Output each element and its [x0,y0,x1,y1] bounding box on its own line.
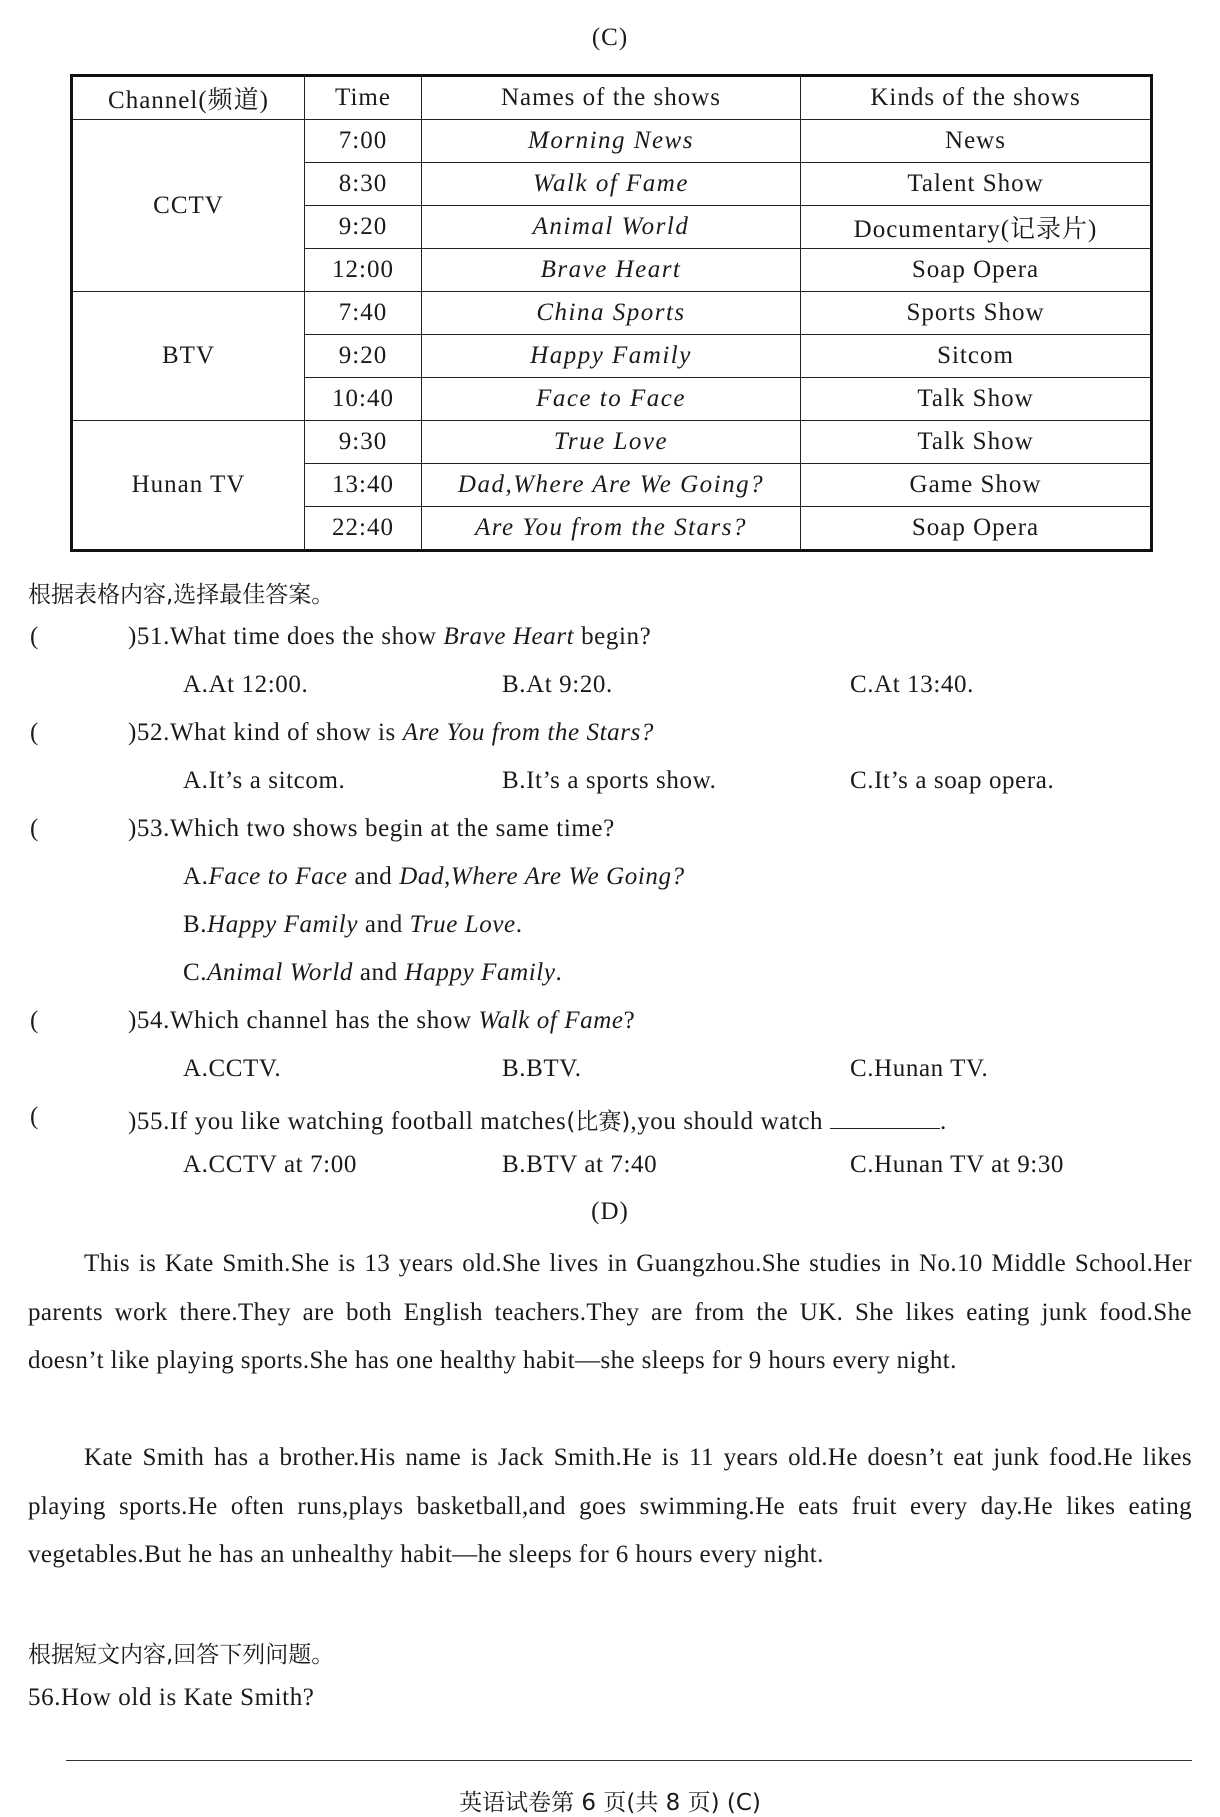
channel-cell: BTV [72,292,305,421]
option-c[interactable]: C.At 13:40. [850,671,974,698]
time-cell: 13:40 [305,464,422,507]
show-name-cell: Animal World [422,206,801,249]
show-name-cell: Morning News [422,120,801,163]
question-stem: )51.What time does the show Brave Heart begin? [128,623,652,650]
time-cell: 9:20 [305,335,422,378]
question-stem: )52.What kind of show is Are You from the Stars? [128,719,655,746]
table-row [72,120,1152,163]
option-b[interactable]: B.BTV. [502,1055,582,1082]
show-name-cell: Happy Family [422,335,801,378]
channel-cell: Hunan TV [72,421,305,551]
show-name-cell: Are You from the Stars? [422,507,801,551]
page-footer: 英语试卷第 6 页(共 8 页) (C) [459,1790,761,1816]
time-cell: 10:40 [305,378,422,421]
passage-paragraph-1: This is Kate Smith.She is 13 years old.She lives in Guangzhou.She studies in No.10 Middle School.Her parents work there.They are both English teachers.They are from the UK. She likes eating junk food.She doesn’t like playing sports.She has one healthy habit—she sleeps for 9 hours every night. [28,1250,1192,1374]
answer-bracket[interactable]: ( [30,1007,39,1034]
instruction-c: 根据表格内容,选择最佳答案。 [28,582,335,608]
footer-divider [66,1760,1192,1761]
section-d-title: (D) [591,1198,629,1225]
header-channel: Channel(频道) [72,76,305,120]
show-name-cell: True Love [422,421,801,464]
header-show-kind: Kinds of the shows [801,76,1152,120]
option-b[interactable]: B.Happy Family and True Love. [183,911,523,938]
question-54-options [0,1055,1220,1087]
time-cell: 9:20 [305,206,422,249]
question-52 [0,719,1220,751]
option-b[interactable]: B.It’s a sports show. [502,767,717,794]
table-row [72,292,1152,335]
show-kind-cell: Soap Opera [801,249,1152,292]
tv-schedule-table [70,74,1153,552]
show-kind-cell: Sports Show [801,292,1152,335]
time-cell: 8:30 [305,163,422,206]
option-a[interactable]: A.CCTV at 7:00 [183,1151,357,1178]
time-cell: 9:30 [305,421,422,464]
option-c[interactable]: C.Hunan TV at 9:30 [850,1151,1065,1178]
question-stem: )54.Which channel has the show Walk of Fame? [128,1007,636,1034]
show-kind-cell: Sitcom [801,335,1152,378]
show-kind-cell: Talk Show [801,378,1152,421]
answer-bracket[interactable]: ( [30,815,39,842]
option-c[interactable]: C.Hunan TV. [850,1055,989,1082]
option-a[interactable]: A.It’s a sitcom. [183,767,346,794]
section-c-title: (C) [591,24,629,51]
answer-blank[interactable] [830,1106,940,1129]
show-name-cell: China Sports [422,292,801,335]
time-cell: 7:40 [305,292,422,335]
answer-bracket[interactable]: ( [30,623,39,650]
passage-paragraph-2: Kate Smith has a brother.His name is Jack Smith.He is 11 years old.He doesn’t eat junk food.He likes playing sports.He often runs,plays basketball,and goes swimming.He eats fruit every day.He likes eating vegetables.But he has an unhealthy habit—he sleeps for 6 hours every night. [28,1444,1192,1568]
show-kind-cell: Game Show [801,464,1152,507]
show-kind-cell: Talent Show [801,163,1152,206]
question-52-options [0,767,1220,799]
show-name-cell: Face to Face [422,378,801,421]
show-kind-cell: News [801,120,1152,163]
show-name-cell: Dad,Where Are We Going? [422,464,801,507]
channel-cell: CCTV [72,120,305,292]
show-kind-cell: Talk Show [801,421,1152,464]
option-a[interactable]: A.At 12:00. [183,671,309,698]
header-time: Time [305,76,422,120]
question-stem: )55.If you like watching football matches(比赛),you should watch . [128,1108,947,1135]
show-kind-cell: Documentary(记录片) [801,206,1152,249]
option-b[interactable]: B.BTV at 7:40 [502,1151,658,1178]
table-header-row [72,76,1152,120]
answer-bracket[interactable]: ( [30,1103,39,1130]
option-b[interactable]: B.At 9:20. [502,671,613,698]
time-cell: 7:00 [305,120,422,163]
answer-bracket[interactable]: ( [30,719,39,746]
time-cell: 22:40 [305,507,422,551]
question-51-options [0,671,1220,703]
question-stem: )53.Which two shows begin at the same time? [128,815,615,842]
question-56: 56.How old is Kate Smith? [28,1684,315,1711]
option-c[interactable]: C.It’s a soap opera. [850,767,1055,794]
option-a[interactable]: A.CCTV. [183,1055,282,1082]
question-55 [0,1103,1220,1135]
question-54 [0,1007,1220,1039]
question-51 [0,623,1220,655]
show-name-cell: Walk of Fame [422,163,801,206]
header-show-name: Names of the shows [422,76,801,120]
option-a[interactable]: A.Face to Face and Dad,Where Are We Going? [183,863,685,890]
instruction-d: 根据短文内容,回答下列问题。 [28,1642,335,1668]
option-c[interactable]: C.Animal World and Happy Family. [183,959,563,986]
table-row [72,421,1152,464]
question-53 [0,815,1220,847]
show-name-cell: Brave Heart [422,249,801,292]
time-cell: 12:00 [305,249,422,292]
question-55-options [0,1151,1220,1183]
show-kind-cell: Soap Opera [801,507,1152,551]
